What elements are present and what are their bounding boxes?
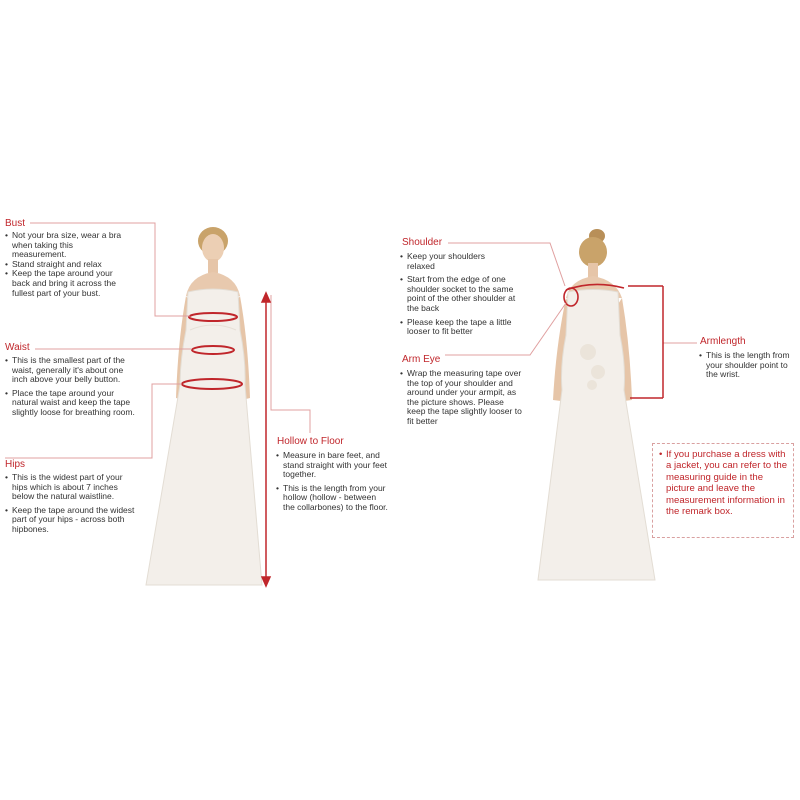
hollow-to-floor-arrow [262,293,270,586]
shoulder-bullet: • Start from the edge of one shoulder socket to the same point of the other shoulder at the back [400,275,518,313]
jacket-note-box [652,443,794,538]
shoulder-instructions [400,252,518,337]
shoulder-heading: Shoulder [402,237,443,248]
front-model-figure [146,227,262,585]
bust-bullet: • Keep the tape around your back and bring it across the fullest part of your bust. [5,269,123,298]
arm-eye-bullet: • Wrap the measuring tape over the top of your shoulder and around under your armpit, as the picture shows. Please keep the tape slightly looser to fit better [400,369,524,427]
armlength-arrow [628,286,663,398]
hips-bullet: • Keep the tape around the widest part of your hips - across both hipbones. [5,506,135,535]
hollow-to-floor-instructions [276,451,388,513]
waist-bullet: • This is the smallest part of the waist, generally it's about one inch above your belly button. [5,356,135,385]
bust-instructions [5,231,123,298]
armlength-heading: Armlength [700,336,746,347]
jacket-note-text: • If you purchase a dress with a jacket, you can refer to the measuring guide in the picture and leave the measurement information in the remark box. [659,449,789,517]
armlength-bullet: • This is the length from your shoulder point to the wrist. [699,351,797,380]
shoulder-bullet: • Please keep the tape a little looser to fit better [400,318,518,337]
waist-heading: Waist [5,342,30,353]
waist-bullet: • Place the tape around your natural waist and keep the tape slightly loose for breathing room. [5,389,135,418]
hollow-bullet: • Measure in bare feet, and stand straight with your feet together. [276,451,388,480]
hips-instructions [5,473,135,535]
bust-heading: Bust [5,218,26,229]
bust-bullet: • Stand straight and relax [5,260,107,270]
arm-eye-instructions [400,369,524,427]
hollow-to-floor-heading: Hollow to Floor [277,436,344,447]
back-model-figure [538,229,655,580]
hollow-bullet: • This is the length from your hollow (hollow - between the collarbones) to the floor. [276,484,388,513]
hips-bullet: • This is the widest part of your hips which is about 7 inches below the natural waistline. [5,473,135,502]
shoulder-bullet: • Keep your shoulders relaxed [400,252,507,271]
hips-heading: Hips [5,459,26,470]
bust-bullet: • Not your bra size, wear a bra when taking this measurement. [5,231,123,260]
arm-eye-heading: Arm Eye [402,354,441,365]
armlength-instructions [699,351,797,380]
waist-instructions [5,356,135,418]
